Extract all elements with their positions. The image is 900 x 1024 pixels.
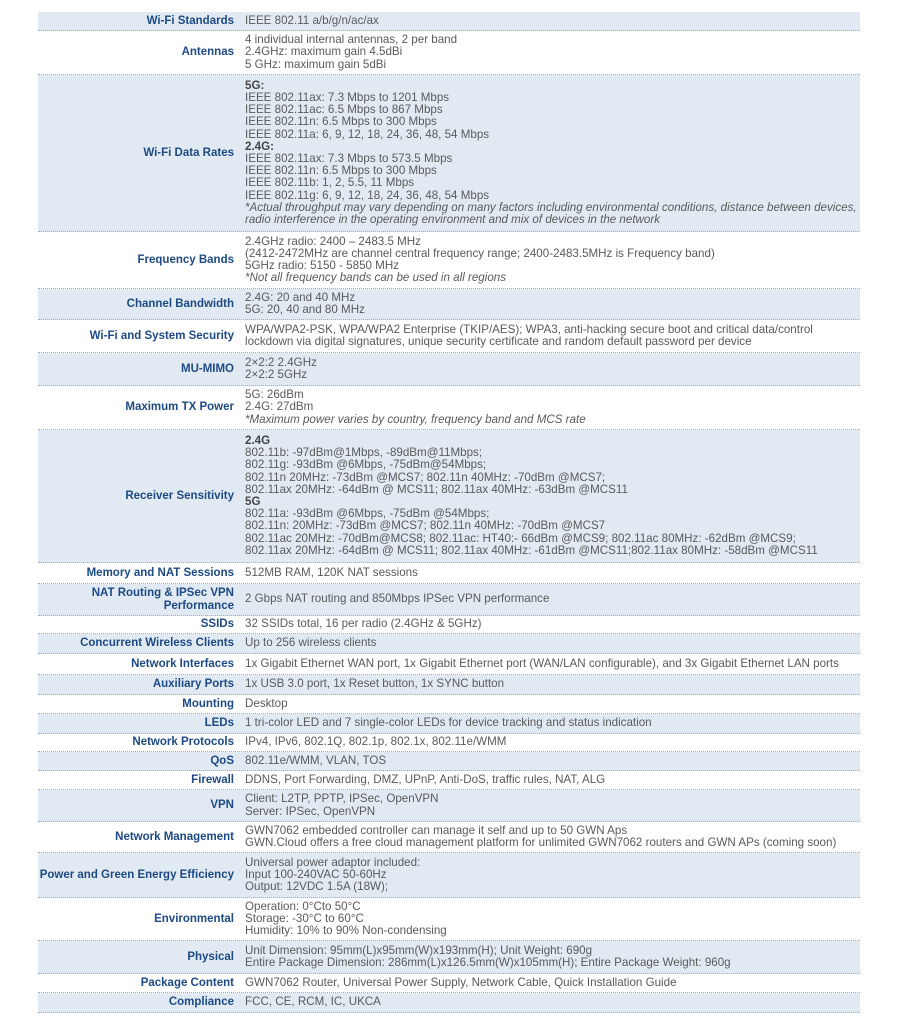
- spec-row: [38, 898, 860, 941]
- spec-line: 2 Gbps NAT routing and 850Mbps IPSec VPN performance: [245, 592, 550, 606]
- spec-line: 802.11e/WMM, VLAN, TOS: [245, 753, 387, 767]
- spec-value: [245, 976, 860, 990]
- spec-label: Channel Bandwidth: [126, 297, 234, 310]
- spec-label: Memory and NAT Sessions: [86, 566, 234, 579]
- spec-row: [38, 993, 860, 1013]
- spec-line: 2.4G: 27dBm: [245, 400, 314, 414]
- spec-value: [245, 235, 860, 286]
- spec-line: 2.4GHz: maximum gain 4.5dBi: [245, 45, 403, 59]
- spec-line: 2×2:2 2.4GHz: [245, 355, 317, 369]
- spec-value: [245, 824, 860, 850]
- spec-row: [38, 232, 860, 289]
- spec-value: [245, 944, 860, 970]
- spec-line: Input 100-240VAC 50-60Hz: [245, 867, 387, 881]
- spec-row: [38, 353, 860, 386]
- spec-line: 5G: 26dBm: [245, 388, 304, 402]
- spec-line: 802.11ax 20MHz: -64dBm @ MCS11; 802.11ax 40MHz: -63dBm @MCS11: [245, 482, 628, 496]
- spec-value: [245, 434, 860, 558]
- spec-label: Wi-Fi Data Rates: [143, 146, 234, 159]
- spec-label: Wi-Fi Standards: [146, 14, 234, 27]
- spec-row: [38, 12, 860, 31]
- spec-value: [245, 388, 860, 427]
- spec-row: [38, 654, 860, 675]
- spec-row: [38, 634, 860, 654]
- spec-line: 802.11n 20MHz: -73dBm @MCS7; 802.11n 40MHz: -70dBm @MCS7;: [245, 470, 606, 484]
- spec-row: [38, 584, 860, 616]
- spec-label: Receiver Sensitivity: [125, 489, 234, 502]
- spec-value: [245, 735, 860, 749]
- spec-line: (2412-2472MHz are channel central frequency range; 2400-2483.5MHz is Frequency band): [245, 246, 715, 260]
- spec-value: [245, 323, 860, 349]
- spec-label: Concurrent Wireless Clients: [80, 637, 234, 649]
- spec-row: [38, 941, 860, 974]
- spec-line: IEEE 802.11b: 1, 2, 5.5, 11 Mbps: [245, 176, 415, 190]
- spec-line: GWN7062 Router, Universal Power Supply, Network Cable, Quick Installation Guide: [245, 975, 677, 989]
- spec-line: Output: 12VDC 1.5A (18W);: [245, 880, 389, 894]
- spec-value: [245, 792, 860, 818]
- spec-line: IEEE 802.11ac: 6.5 Mbps to 867 Mbps: [245, 103, 443, 117]
- spec-row: [38, 616, 860, 634]
- spec-label: Frequency Bands: [137, 253, 234, 266]
- spec-line: 1 tri-color LED and 7 single-color LEDs for device tracking and status indication: [245, 716, 652, 730]
- spec-label: Package Content: [140, 976, 234, 989]
- spec-line: IEEE 802.11ax: 7.3 Mbps to 573.5 Mbps: [245, 152, 453, 165]
- spec-row: [38, 752, 860, 771]
- spec-line: FCC, CE, RCM, IC, UKCA: [245, 995, 381, 1009]
- spec-line: Operation: 0°Cto 50°C: [245, 899, 361, 913]
- spec-label: Compliance: [168, 996, 234, 1008]
- spec-label: Network Management: [115, 830, 234, 843]
- spec-row: [38, 771, 860, 790]
- spec-line: IEEE 802.11 a/b/g/n/ac/ax: [245, 13, 379, 27]
- spec-value: [245, 697, 860, 711]
- spec-note: *Not all frequency bands can be used in all regions: [245, 271, 507, 285]
- spec-line: GWN7062 embedded controller can manage it self and up to 50 GWN Aps: [245, 823, 628, 837]
- spec-line: GWN.Cloud offers a free cloud management platform for unlimited GWN7062 routers and GWN APs (coming soon): [245, 836, 837, 849]
- spec-line: 1x USB 3.0 port, 1x Reset button, 1x SYNC button: [245, 677, 505, 691]
- spec-row: [38, 563, 860, 584]
- spec-line: Client: L2TP, PPTP, IPSec, OpenVPN: [245, 792, 439, 806]
- spec-line: 2.4G: 20 and 40 MHz: [245, 290, 356, 304]
- spec-value: [245, 773, 860, 787]
- spec-row: [38, 289, 860, 320]
- spec-subheading: 5G:: [245, 78, 265, 92]
- spec-label: Environmental: [154, 912, 234, 925]
- spec-label: Auxiliary Ports: [152, 678, 234, 690]
- spec-line: 802.11ax 20MHz: -64dBm @ MCS11; 802.11ax 40MHz: -61dBm @MCS11;802.11ax 80MHz: -58dBm @MCS11: [245, 543, 818, 557]
- spec-line: Desktop: [245, 696, 288, 710]
- spec-row: [38, 675, 860, 695]
- spec-line: IEEE 802.11n: 6.5 Mbps to 300 Mbps: [245, 115, 437, 129]
- spec-line: 5G: 20, 40 and 80 MHz: [245, 303, 365, 316]
- spec-row: [38, 822, 860, 853]
- spec-line: 802.11a: -93dBm @6Mbps, -75dBm @54Mbps;: [245, 507, 490, 521]
- spec-label: Antennas: [181, 46, 234, 58]
- spec-label: Maximum TX Power: [125, 401, 234, 413]
- spec-line: IEEE 802.11ax: 7.3 Mbps to 1201 Mbps: [245, 90, 450, 104]
- spec-row: [38, 386, 860, 430]
- spec-label: QoS: [210, 754, 234, 767]
- spec-line: IPv4, IPv6, 802.1Q, 802.1p, 802.1x, 802.11e/WMM: [245, 735, 507, 749]
- spec-subheading: 2.4G:: [245, 139, 274, 153]
- spec-value: [245, 291, 860, 317]
- spec-row: [38, 853, 860, 898]
- spec-line: 512MB RAM, 120K NAT sessions: [245, 565, 418, 579]
- spec-line: 1x Gigabit Ethernet WAN port, 1x Gigabit Ethernet port (WAN/LAN configurable), and 3x Gigabit Ethernet LAN ports: [245, 656, 839, 670]
- spec-line: 802.11n: 20MHz: -73dBm @MCS7; 802.11n 40MHz: -70dBm @MCS7: [245, 519, 606, 533]
- spec-row: [38, 75, 860, 232]
- spec-subheading: 5G: [245, 495, 261, 508]
- spec-value: [245, 900, 860, 939]
- spec-value: [245, 754, 860, 768]
- spec-line: 802.11g: -93dBm @6Mbps, -75dBm@54Mbps;: [245, 458, 487, 472]
- spec-line: Universal power adaptor included:: [245, 855, 421, 869]
- spec-line: 4 individual internal antennas, 2 per band: [245, 33, 458, 47]
- spec-row: [38, 430, 860, 563]
- spec-line: Unit Dimension: 95mm(L)x95mm(W)x193mm(H); Unit Weight: 690g: [245, 943, 593, 957]
- spec-label: SSIDs: [200, 618, 234, 630]
- spec-label: Network Protocols: [132, 736, 234, 748]
- spec-value: [245, 657, 860, 671]
- spec-label: LEDs: [204, 717, 234, 729]
- spec-row: [38, 31, 860, 75]
- spec-note: *Maximum power varies by country, frequency band and MCS rate: [245, 412, 586, 426]
- spec-row: [38, 790, 860, 822]
- spec-value: [245, 677, 860, 691]
- spec-value: [245, 617, 860, 631]
- spec-line: 802.11ac 20MHz: -70dBm@MCS8; 802.11ac: HT40:- 66dBm @MCS9; 802.11ac 80MHz: -62dBm @MCS9;: [245, 531, 796, 545]
- spec-label: Firewall: [191, 773, 234, 786]
- spec-label: Physical: [187, 950, 234, 963]
- spec-row: [38, 695, 860, 714]
- spec-row: [38, 320, 860, 353]
- spec-value: [245, 79, 860, 227]
- spec-line: Server: IPSec, OpenVPN: [245, 804, 376, 818]
- spec-row: [38, 734, 860, 752]
- spec-line: IEEE 802.11g: 6, 9, 12, 18, 24, 36, 48, 54 Mbps: [245, 188, 490, 202]
- spec-subheading: 2.4G: [245, 433, 271, 447]
- spec-line: 32 SSIDs total, 16 per radio (2.4GHz & 5GHz): [245, 617, 482, 631]
- spec-value: [245, 566, 860, 580]
- spec-line: Entire Package Dimension: 286mm(L)x126.5mm(W)x105mm(H); Entire Package Weight: 960g: [245, 956, 731, 969]
- spec-row: [38, 974, 860, 993]
- spec-line: 802.11b: -97dBm@1Mbps, -89dBm@11Mbps;: [245, 446, 483, 460]
- spec-line: 2.4GHz radio: 2400 – 2483.5 MHz: [245, 234, 421, 248]
- spec-line: DDNS, Port Forwarding, DMZ, UPnP, Anti-DoS, traffic rules, NAT, ALG: [245, 772, 606, 786]
- spec-line: 5 GHz: maximum gain 5dBi: [245, 57, 387, 71]
- spec-value: [245, 716, 860, 730]
- spec-value: [245, 33, 860, 72]
- spec-label: Network Interfaces: [131, 657, 234, 670]
- spec-value: [245, 592, 860, 606]
- spec-row: [38, 714, 860, 734]
- spec-line: WPA/WPA2-PSK, WPA/WPA2 Enterprise (TKIP/AES); WPA3, anti-hacking secure boot and critical data/control lockdown via digital signatures, unique security certificate and random default password per device: [245, 322, 813, 348]
- spec-value: [245, 14, 860, 28]
- spec-label: Power and Green Energy Efficiency: [39, 868, 234, 881]
- spec-line: 2×2:2 5GHz: [245, 368, 308, 381]
- spec-label: VPN: [210, 799, 234, 811]
- spec-value: [245, 356, 860, 382]
- spec-value: [245, 636, 860, 650]
- spec-line: IEEE 802.11a: 6, 9, 12, 18, 24, 36, 48, 54 Mbps: [245, 127, 490, 141]
- spec-value: [245, 856, 860, 895]
- spec-line: 5GHz radio: 5150 - 5850 MHz: [245, 259, 400, 272]
- spec-note: *Actual throughput may vary depending on many factors including environmental conditions, distance between devices, radio interference in the operating environment and mix of devices in the network: [245, 200, 857, 227]
- spec-label: Mounting: [182, 697, 234, 710]
- spec-table: [38, 12, 860, 1013]
- spec-line: Humidity: 10% to 90% Non-condensing: [245, 924, 447, 938]
- spec-value: [245, 995, 860, 1009]
- spec-line: Up to 256 wireless clients: [245, 636, 377, 650]
- spec-label: MU-MIMO: [180, 362, 234, 375]
- spec-line: IEEE 802.11n: 6.5 Mbps to 300 Mbps: [245, 164, 437, 178]
- spec-label: NAT Routing & IPSec VPN Performance: [91, 586, 234, 612]
- spec-line: Storage: -30°C to 60°C: [245, 911, 364, 925]
- spec-label: Wi-Fi and System Security: [89, 329, 234, 342]
